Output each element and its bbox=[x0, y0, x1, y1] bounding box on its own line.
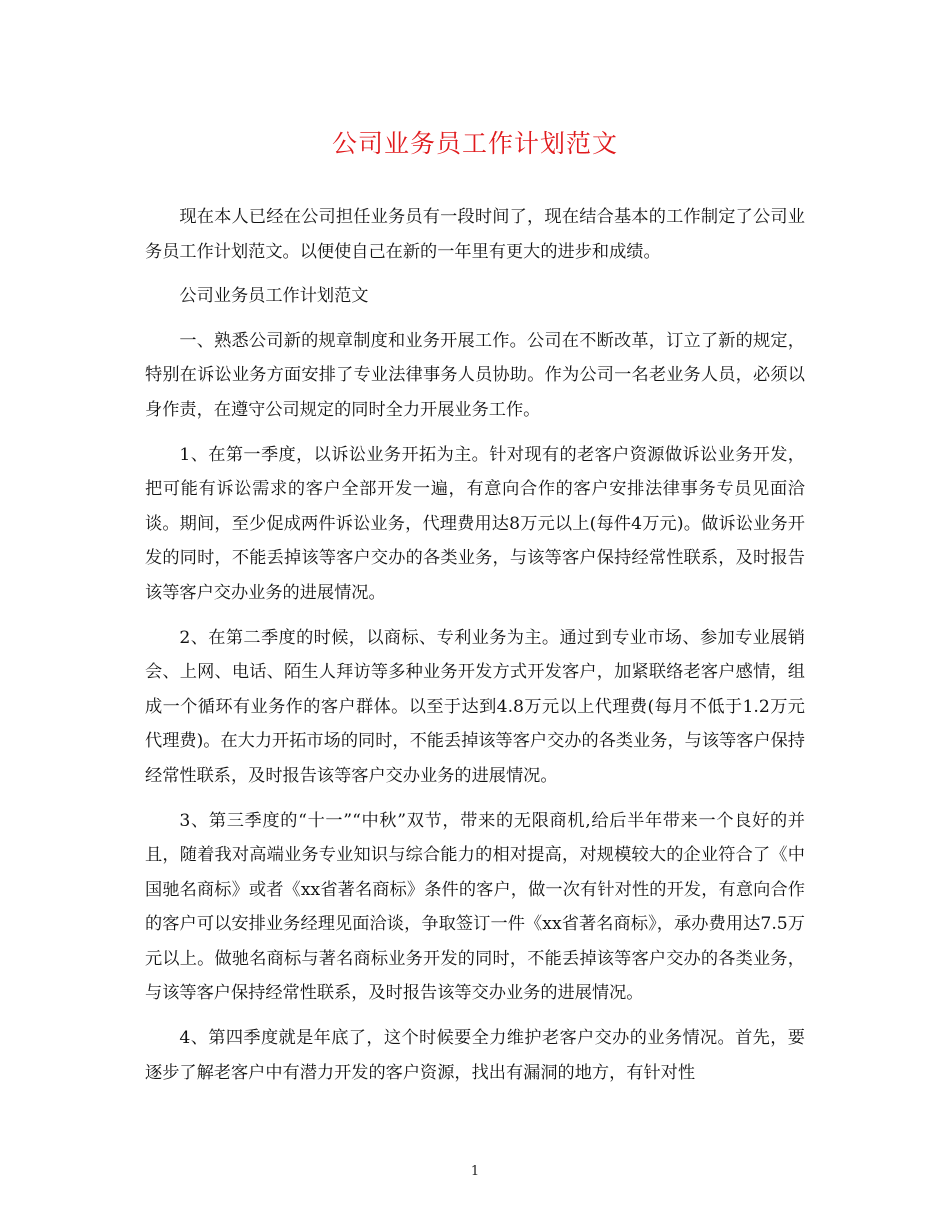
document-body bbox=[145, 200, 805, 1100]
paragraph-section-1: 一、熟悉公司新的规章制度和业务开展工作。公司在不断改革，订立了新的规定，特别在诉讼业务方面安排了专业法律事务人员协助。作为公司一名老业务人员，必须以身作责，在遵守公司规定的同时全力开展业务工作。 bbox=[145, 330, 805, 420]
document-title: 公司业务员工作计划范文 bbox=[331, 129, 618, 158]
paragraph-quarter-4: 4、第四季度就是年底了，这个时候要全力维护老客户交办的业务情况。首先，要逐步了解老客户中有潜力开发的客户资源，找出有漏洞的地方，有针对性 bbox=[145, 1028, 805, 1083]
paragraph-quarter-3: 3、第三季度的“十一”“中秋”双节，带来的无限商机,给后半年带来一个良好的并且，随着我对高端业务专业知识与综合能力的相对提高，对规模较大的企业符合了《中国驰名商标》或者《xx省著名商标》条件的客户，做一次有针对性的开发，有意向合作的客户可以安排业务经理见面洽谈，争取签订一件《xx省著名商标》，承办费用达7.5万元以上。做驰名商标与著名商标业务开发的同时，不能丢掉该等客户交办的各类业务，与该等客户保持经常性联系，及时报告该等交办业务的进展情况。 bbox=[145, 810, 805, 1004]
paragraph-quarter-1: 1、在第一季度，以诉讼业务开拓为主。针对现有的老客户资源做诉讼业务开发，把可能有诉讼需求的客户全部开发一遍，有意向合作的客户安排法律事务专员见面洽谈。期间，至少促成两件诉讼业务，代理费用达8万元以上(每件4万元)。做诉讼业务开发的同时，不能丢掉该等客户交办的各类业务，与该等客户保持经常性联系，及时报告该等客户交办业务的进展情况。 bbox=[145, 444, 805, 603]
paragraph-subtitle: 公司业务员工作计划范文 bbox=[179, 286, 369, 307]
page-number: 1 bbox=[470, 1164, 480, 1179]
paragraph-intro: 现在本人已经在公司担任业务员有一段时间了，现在结合基本的工作制定了公司业务员工作计划范文。以便使自己在新的一年里有更大的进步和成绩。 bbox=[145, 207, 805, 262]
paragraph-quarter-2: 2、在第二季度的时候，以商标、专利业务为主。通过到专业市场、参加专业展销会、上网、电话、陌生人拜访等多种业务开发方式开发客户，加紧联络老客户感情，组成一个循环有业务作的客户群体。以至于达到4.8万元以上代理费(每月不低于1.2万元代理费)。在大力开拓市场的同时，不能丢掉该等客户交办的各类业务，与该等客户保持经常性联系，及时报告该等客户交办业务的进展情况。 bbox=[145, 627, 805, 786]
